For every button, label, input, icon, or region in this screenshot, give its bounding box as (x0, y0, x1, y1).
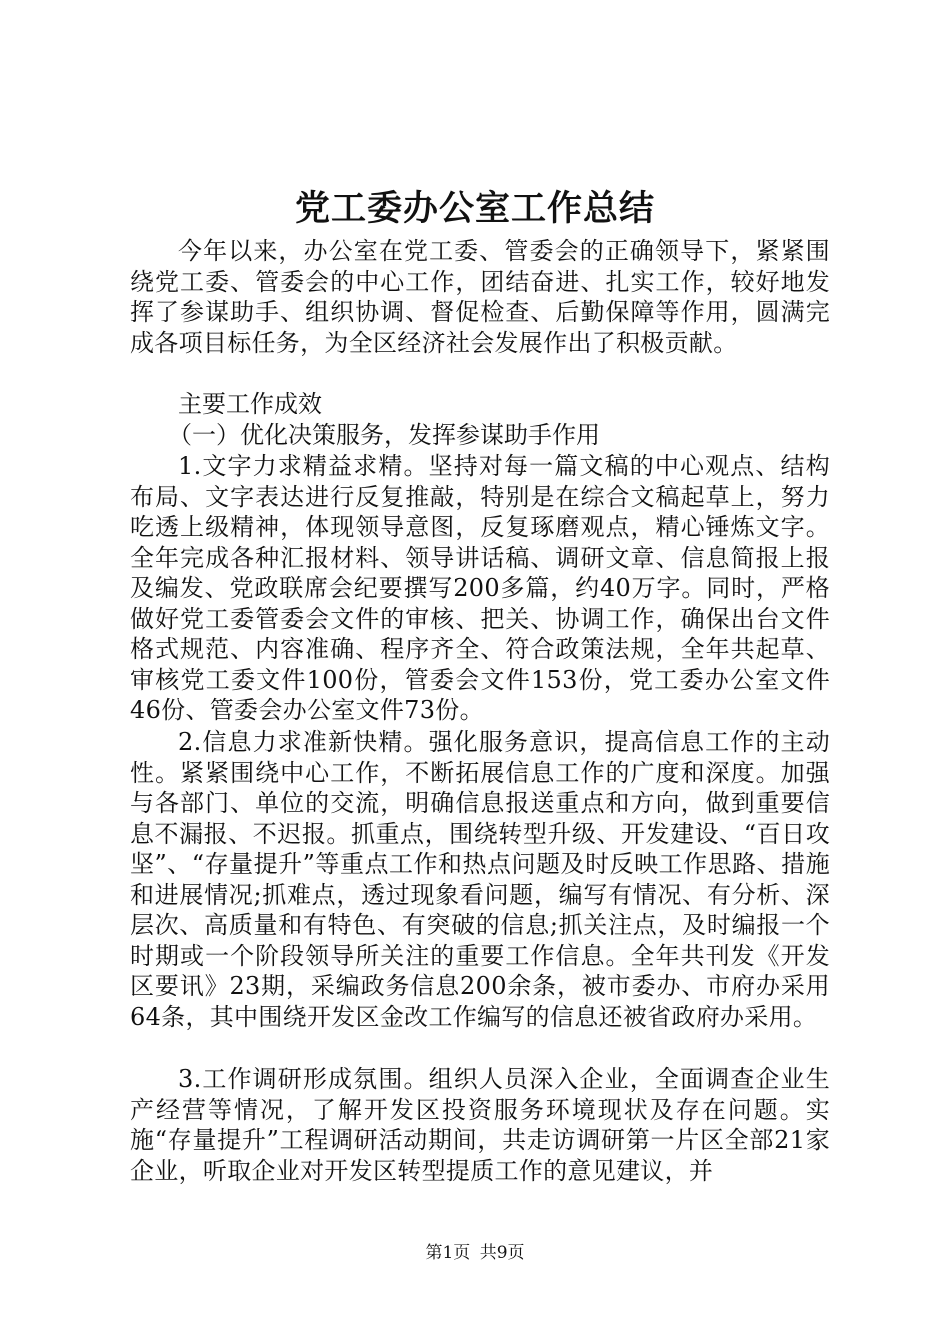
paragraph-writing: 1.文字力求精益求精。坚持对每一篇文稿的中心观点、结构布局、文字表达进行反复推敲，特别是在综合文稿起草上，努力吃透上级精神，体现领导意图，反复琢磨观点，精心锤炼文字。全年完成各种汇报材料、领导讲话稿、调研文章、信息简报上报及编发、党政联席会纪要撰写200多篇，约40万字。同时，严格做好党工委管委会文件的审核、把关、协调工作，确保出台文件格式规范、内容准确、程序齐全、符合政策法规，全年共起草、审核党工委文件100份，管委会文件153份，党工委办公室文件46份、管委会办公室文件73份。 (130, 452, 830, 724)
document-title: 党工委办公室工作总结 (294, 188, 655, 229)
subsection-heading: （一）优化决策服务，发挥参谋助手作用 (168, 421, 600, 449)
section-heading: 主要工作成效 (178, 390, 322, 418)
page-total: 共9页 (479, 1243, 525, 1263)
paragraph-information: 2.信息力求准新快精。强化服务意识，提高信息工作的主动性。紧紧围绕中心工作，不断拓展信息工作的广度和深度。加强与各部门、单位的交流，明确信息报送重点和方向，做到重要信息不漏报、不迟报。抓重点，围绕转型升级、开发建设、“百日攻坚”、“存量提升”等重点工作和热点问题及时反映工作思路、措施和进展情况;抓难点，透过现象看问题，编写有情况、有分析、深层次、高质量和有特色、有突破的信息;抓关注点，及时编报一个时期或一个阶段领导所关注的重要工作信息。全年共刊发《开发区要讯》23期，采编政务信息200余条，被市委办、市府办采用64条，其中围绕开发区金改工作编写的信息还被省政府办采用。 (130, 728, 830, 1031)
page-footer (0, 1241, 950, 1265)
intro-paragraph: 今年以来，办公室在党工委、管委会的正确领导下，紧紧围绕党工委、管委会的中心工作，团结奋进、扎实工作，较好地发挥了参谋助手、组织协调、督促检查、后勤保障等作用，圆满完成各项目标任务，为全区经济社会发展作出了积极贡献。 (130, 237, 830, 357)
page-number: 第1页 (425, 1243, 471, 1263)
paragraph-research: 3.工作调研形成氛围。组织人员深入企业，全面调查企业生产经营等情况，了解开发区投资服务环境现状及存在问题。实施“存量提升”工程调研活动期间，共走访调研第一片区全部21家企业，听取企业对开发区转型提质工作的意见建议，并 (130, 1065, 830, 1185)
